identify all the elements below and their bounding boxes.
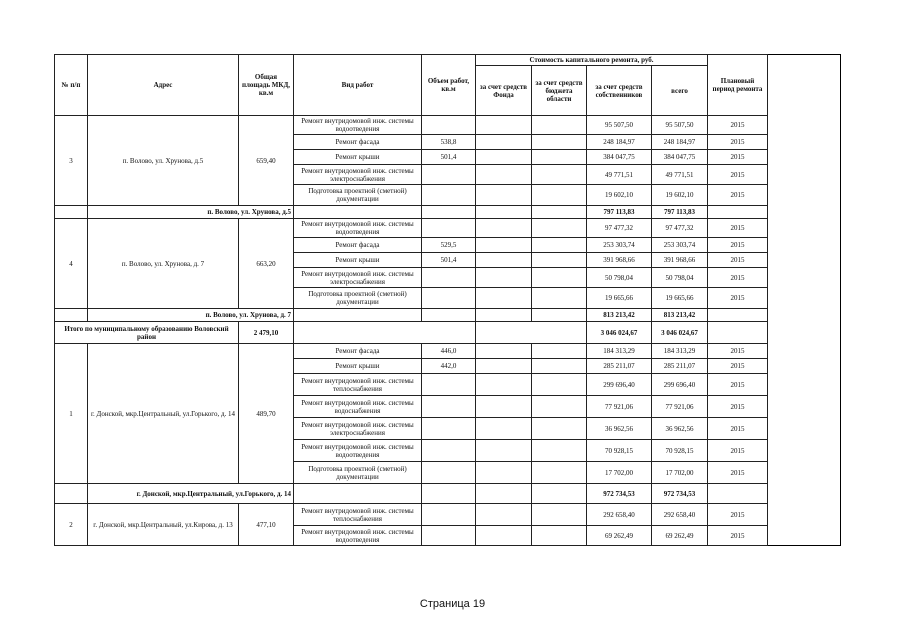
region-cell	[532, 374, 587, 396]
header-region: за счет средств бюджета области	[532, 66, 587, 116]
subtotal-label: п. Волово, ул. Хрунова, д. 7	[88, 309, 294, 322]
subtotal-total: 797 113,83	[652, 206, 708, 219]
volume-cell	[422, 219, 476, 238]
work-cell: Ремонт внутридомовой инж. системы водоотведения	[294, 440, 422, 462]
total-cell: 50 798,04	[652, 268, 708, 288]
header-cost-group: Стоимость капитального ремонта, руб.	[476, 55, 708, 66]
region-cell	[532, 504, 587, 526]
fund-cell	[476, 150, 532, 165]
volume-cell	[422, 165, 476, 185]
work-cell: Подготовка проектной (сметной) документации	[294, 288, 422, 309]
header-num: № п/п	[55, 55, 88, 116]
row-number: 3	[55, 116, 88, 206]
work-cell: Ремонт крыши	[294, 150, 422, 165]
period-cell: 2015	[708, 185, 768, 206]
owners-cell: 69 262,49	[587, 526, 652, 546]
row-number: 2	[55, 504, 88, 546]
work-cell: Ремонт внутридомовой инж. системы водоотведения	[294, 116, 422, 135]
total-cell: 253 303,74	[652, 238, 708, 253]
subtotal-label: г. Донской, мкр.Центральный, ул.Горького, д. 14	[88, 484, 294, 504]
owners-cell: 184 313,29	[587, 344, 652, 359]
owners-cell: 95 507,50	[587, 116, 652, 135]
total-cell: 248 184,97	[652, 135, 708, 150]
region-cell	[532, 288, 587, 309]
region-cell	[532, 135, 587, 150]
total-cell: 36 962,56	[652, 418, 708, 440]
fund-cell	[476, 165, 532, 185]
fund-cell	[476, 238, 532, 253]
period-cell: 2015	[708, 150, 768, 165]
subtotal-row	[55, 484, 841, 504]
fund-cell	[476, 418, 532, 440]
address-cell: п. Волово, ул. Хрунова, д. 7	[88, 219, 239, 309]
work-cell: Ремонт внутридомовой инж. системы теплоснабжения	[294, 504, 422, 526]
volume-cell	[422, 396, 476, 418]
address-cell: г. Донской, мкр.Центральный, ул.Горького, д. 14	[88, 344, 239, 484]
period-cell: 2015	[708, 135, 768, 150]
work-cell: Подготовка проектной (сметной) документации	[294, 462, 422, 484]
total-cell: 384 047,75	[652, 150, 708, 165]
owners-cell: 253 303,74	[587, 238, 652, 253]
subtotal-owners: 813 213,42	[587, 309, 652, 322]
period-cell: 2015	[708, 504, 768, 526]
owners-cell: 292 658,40	[587, 504, 652, 526]
period-cell: 2015	[708, 344, 768, 359]
header-area: Общая площадь МКД, кв.м	[239, 55, 294, 116]
row-number: 4	[55, 219, 88, 309]
work-cell: Подготовка проектной (сметной) документации	[294, 185, 422, 206]
fund-cell	[476, 135, 532, 150]
table-row	[55, 504, 841, 526]
period-cell: 2015	[708, 418, 768, 440]
header-work: Вид работ	[294, 55, 422, 116]
table-row	[55, 116, 841, 135]
volume-cell: 538,8	[422, 135, 476, 150]
row-number: 1	[55, 344, 88, 484]
volume-cell: 446,0	[422, 344, 476, 359]
owners-cell: 19 665,66	[587, 288, 652, 309]
period-cell: 2015	[708, 238, 768, 253]
period-cell: 2015	[708, 219, 768, 238]
owners-cell: 50 798,04	[587, 268, 652, 288]
header-fund: за счет средств Фонда	[476, 66, 532, 116]
work-cell: Ремонт внутридомовой инж. системы электроснабжения	[294, 418, 422, 440]
header-address: Адрес	[88, 55, 239, 116]
volume-cell: 442,0	[422, 359, 476, 374]
region-cell	[532, 165, 587, 185]
owners-cell: 19 602,10	[587, 185, 652, 206]
owners-cell: 77 921,06	[587, 396, 652, 418]
page-number: Страница 19	[419, 598, 486, 610]
total-cell: 17 702,00	[652, 462, 708, 484]
period-cell: 2015	[708, 374, 768, 396]
region-cell	[532, 219, 587, 238]
total-cell: 19 665,66	[652, 288, 708, 309]
subtotal-owners: 972 734,53	[587, 484, 652, 504]
volume-cell: 501,4	[422, 253, 476, 268]
region-cell	[532, 253, 587, 268]
period-cell: 2015	[708, 440, 768, 462]
total-cell: 77 921,06	[652, 396, 708, 418]
repair-plan-table-container	[54, 54, 841, 546]
total-cell: 292 658,40	[652, 504, 708, 526]
volume-cell	[422, 288, 476, 309]
header-period: Плановый период ремонта	[708, 55, 768, 116]
volume-cell	[422, 268, 476, 288]
owners-cell: 49 771,51	[587, 165, 652, 185]
repair-plan-table	[54, 54, 841, 546]
fund-cell	[476, 268, 532, 288]
period-cell: 2015	[708, 116, 768, 135]
volume-cell	[422, 526, 476, 546]
fund-cell	[476, 374, 532, 396]
total-cell: 184 313,29	[652, 344, 708, 359]
total-cell: 391 968,66	[652, 253, 708, 268]
volume-cell	[422, 116, 476, 135]
subtotal-total: 813 213,42	[652, 309, 708, 322]
owners-cell: 285 211,07	[587, 359, 652, 374]
fund-cell	[476, 253, 532, 268]
fund-cell	[476, 219, 532, 238]
area-cell: 663,20	[239, 219, 294, 309]
header-total: всего	[652, 66, 708, 116]
area-cell: 477,10	[239, 504, 294, 546]
district-total-row	[55, 322, 841, 344]
header-owners: за счет средств собственников	[587, 66, 652, 116]
period-cell: 2015	[708, 165, 768, 185]
total-cell: 69 262,49	[652, 526, 708, 546]
total-cell: 97 477,32	[652, 219, 708, 238]
work-cell: Ремонт фасада	[294, 344, 422, 359]
region-cell	[532, 185, 587, 206]
district-total-total: 3 046 024,67	[652, 322, 708, 344]
fund-cell	[476, 396, 532, 418]
fund-cell	[476, 462, 532, 484]
fund-cell	[476, 288, 532, 309]
district-total-area: 2 479,10	[239, 322, 294, 344]
fund-cell	[476, 504, 532, 526]
fund-cell	[476, 116, 532, 135]
work-cell: Ремонт внутридомовой инж. системы электроснабжения	[294, 165, 422, 185]
work-cell: Ремонт фасада	[294, 135, 422, 150]
owners-cell: 248 184,97	[587, 135, 652, 150]
owners-cell: 384 047,75	[587, 150, 652, 165]
region-cell	[532, 462, 587, 484]
address-cell: п. Волово, ул. Хрунова, д.5	[88, 116, 239, 206]
region-cell	[532, 116, 587, 135]
owners-cell: 17 702,00	[587, 462, 652, 484]
region-cell	[532, 359, 587, 374]
volume-cell: 529,5	[422, 238, 476, 253]
work-cell: Ремонт внутридомовой инж. системы теплоснабжения	[294, 374, 422, 396]
subtotal-owners: 797 113,83	[587, 206, 652, 219]
work-cell: Ремонт внутридомовой инж. системы водоотведения	[294, 526, 422, 546]
volume-cell	[422, 374, 476, 396]
subtotal-row	[55, 309, 841, 322]
owners-cell: 299 696,40	[587, 374, 652, 396]
total-cell: 49 771,51	[652, 165, 708, 185]
region-cell	[532, 418, 587, 440]
volume-cell: 501,4	[422, 150, 476, 165]
total-cell: 70 928,15	[652, 440, 708, 462]
subtotal-row	[55, 206, 841, 219]
volume-cell	[422, 504, 476, 526]
address-cell: г. Донской, мкр.Центральный, ул.Кирова, д. 13	[88, 504, 239, 546]
fund-cell	[476, 440, 532, 462]
area-cell: 659,40	[239, 116, 294, 206]
region-cell	[532, 268, 587, 288]
work-cell: Ремонт крыши	[294, 253, 422, 268]
region-cell	[532, 440, 587, 462]
region-cell	[532, 344, 587, 359]
fund-cell	[476, 526, 532, 546]
header-volume: Объем работ, кв.м	[422, 55, 476, 116]
fund-cell	[476, 359, 532, 374]
region-cell	[532, 396, 587, 418]
volume-cell	[422, 185, 476, 206]
work-cell: Ремонт внутридомовой инж. системы электроснабжения	[294, 268, 422, 288]
region-cell	[532, 526, 587, 546]
region-cell	[532, 238, 587, 253]
district-total-owners: 3 046 024,67	[587, 322, 652, 344]
table-row	[55, 219, 841, 238]
period-cell: 2015	[708, 526, 768, 546]
volume-cell	[422, 462, 476, 484]
work-cell: Ремонт крыши	[294, 359, 422, 374]
total-cell: 95 507,50	[652, 116, 708, 135]
subtotal-total: 972 734,53	[652, 484, 708, 504]
period-cell: 2015	[708, 462, 768, 484]
owners-cell: 70 928,15	[587, 440, 652, 462]
owners-cell: 391 968,66	[587, 253, 652, 268]
volume-cell	[422, 440, 476, 462]
total-cell: 285 211,07	[652, 359, 708, 374]
work-cell: Ремонт внутридомовой инж. системы водоотведения	[294, 219, 422, 238]
work-cell: Ремонт фасада	[294, 238, 422, 253]
owners-cell: 36 962,56	[587, 418, 652, 440]
fund-cell	[476, 344, 532, 359]
period-cell: 2015	[708, 253, 768, 268]
district-total-label: Итого по муниципальному образованию Воловский район	[55, 322, 239, 344]
area-cell: 489,70	[239, 344, 294, 484]
period-cell: 2015	[708, 359, 768, 374]
total-cell: 19 602,10	[652, 185, 708, 206]
fund-cell	[476, 185, 532, 206]
region-cell	[532, 150, 587, 165]
period-cell: 2015	[708, 268, 768, 288]
volume-cell	[422, 418, 476, 440]
work-cell: Ремонт внутридомовой инж. системы водоснабжения	[294, 396, 422, 418]
table-row	[55, 344, 841, 359]
period-cell: 2015	[708, 288, 768, 309]
owners-cell: 97 477,32	[587, 219, 652, 238]
period-cell: 2015	[708, 396, 768, 418]
total-cell: 299 696,40	[652, 374, 708, 396]
subtotal-label: п. Волово, ул. Хрунова, д.5	[88, 206, 294, 219]
